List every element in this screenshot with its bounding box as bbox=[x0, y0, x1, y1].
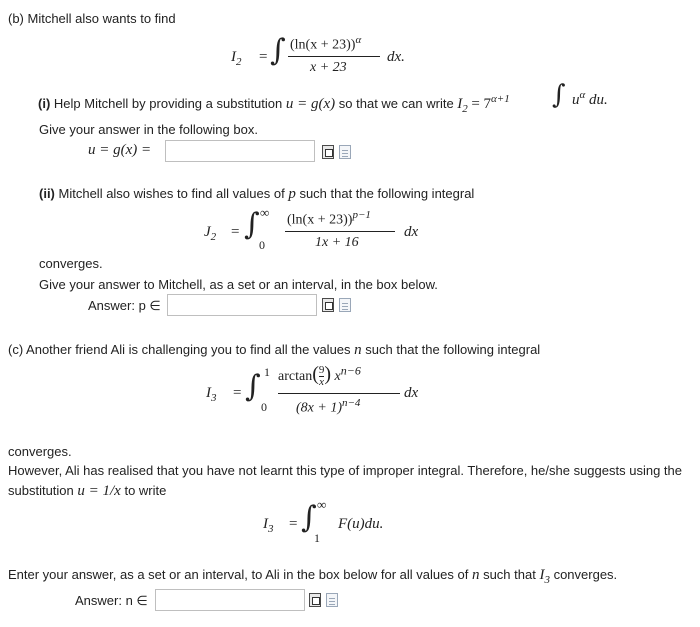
sub-i-box-prompt: Give your answer in the following box. bbox=[39, 122, 258, 137]
sub-ii-answer-label: Answer: p ∈ bbox=[88, 298, 161, 313]
part-c-final-c: converges. bbox=[553, 567, 618, 582]
sub-i-integrand: $u^\alpha$ du. bbox=[572, 89, 608, 108]
sub-ii-label: (ii) bbox=[39, 186, 55, 201]
i3-equals: = bbox=[233, 385, 242, 401]
i3-arctan: arctan bbox=[278, 369, 313, 384]
sub-ii-instruction: Give your answer to Mitchell, as a set or an interval, in the box below. bbox=[39, 277, 438, 292]
preview-answer-icon[interactable] bbox=[339, 145, 351, 159]
i3b-upper-limit: ∞ bbox=[317, 497, 327, 512]
i3b-lower-limit: 1 bbox=[314, 531, 320, 545]
part-c-n: n bbox=[354, 342, 362, 358]
i3-differential: dx bbox=[404, 385, 419, 401]
sub-ii-p: p bbox=[288, 186, 296, 202]
sub-i-seven: $7^{\alpha+1}$ bbox=[483, 93, 510, 112]
i3-lhs: $I_3$ bbox=[206, 385, 217, 404]
part-c-para2-a: substitution bbox=[8, 483, 74, 498]
part-c-final-a: Enter your answer, as a set or an interval, to Ali in the box below for all values of bbox=[8, 567, 469, 582]
i3-x-part: x bbox=[334, 369, 341, 384]
part-b-heading: (b) Mitchell also wants to find bbox=[8, 11, 176, 26]
i2-differential: dx. bbox=[387, 49, 405, 65]
j2-equals: = bbox=[231, 224, 240, 240]
preview-answer-icon[interactable] bbox=[326, 593, 338, 607]
edit-answer-icon[interactable] bbox=[322, 145, 334, 159]
sub-i-i2: $I_2$ bbox=[457, 96, 468, 115]
part-c-heading: (c) Another friend Ali is challenging you to find all the values bbox=[8, 342, 351, 357]
i3-inner-num: 9 bbox=[318, 364, 325, 377]
i3-upper-limit: 1 bbox=[264, 365, 270, 379]
i2-lhs: $I_2$ bbox=[231, 49, 242, 68]
j2-numerator: (ln(x + 23)) bbox=[287, 212, 353, 228]
i3-den-power: n−4 bbox=[342, 397, 361, 409]
part-c-para1: However, Ali has realised that you have not learnt this type of improper integral. Therefore, he/she suggests using the bbox=[8, 463, 682, 478]
i3-integral-sign: ∫ bbox=[245, 369, 261, 404]
j2-integral-sign: ∫ bbox=[244, 207, 260, 242]
preview-answer-icon[interactable] bbox=[339, 298, 351, 312]
n-answer-input[interactable] bbox=[155, 589, 305, 611]
j2-differential: dx bbox=[404, 224, 419, 240]
i3b-body: F(u)du. bbox=[338, 516, 384, 532]
part-b-ii-line bbox=[39, 186, 474, 202]
sub-ii-text2: such that the following integral bbox=[299, 186, 475, 201]
i3b-integral-sign: ∫ bbox=[301, 500, 317, 535]
i2-equals: = bbox=[259, 49, 268, 65]
part-c-para2-b: to write bbox=[124, 483, 167, 498]
part-c-heading-line bbox=[8, 342, 540, 358]
i2-denominator: x + 23 bbox=[310, 60, 347, 75]
n-answer-label: Answer: n ∈ bbox=[75, 593, 148, 608]
i3-x-power: n−6 bbox=[340, 363, 361, 378]
sub-i-text: Help Mitchell by providing a substitution bbox=[53, 96, 283, 111]
part-c-final-b: such that bbox=[483, 567, 536, 582]
p-answer-input[interactable] bbox=[167, 294, 317, 316]
sub-ii-converges: converges. bbox=[39, 256, 103, 271]
i3-lower-limit: 0 bbox=[261, 400, 267, 414]
part-c-final-line bbox=[8, 567, 617, 588]
j2-lhs: $J_2$ bbox=[204, 224, 217, 243]
sub-i-eq: = bbox=[471, 96, 480, 112]
j2-upper-limit: ∞ bbox=[260, 205, 270, 220]
part-c-heading2: such that the following integral bbox=[365, 342, 541, 357]
part-c-final-i3: $I_3$ bbox=[539, 567, 550, 586]
sub-i-integral-sign: ∫ bbox=[552, 80, 566, 110]
part-c-para2-math: u = 1/x bbox=[77, 483, 121, 499]
edit-answer-icon[interactable] bbox=[322, 298, 334, 312]
i2-numerator: (ln(x + 23)) bbox=[290, 37, 356, 53]
sub-ii-text: Mitchell also wishes to find all values of bbox=[58, 186, 285, 201]
part-c-converges: converges. bbox=[8, 444, 72, 459]
u-answer-input[interactable] bbox=[165, 140, 315, 162]
i3-denominator: (8x + 1) bbox=[296, 400, 342, 416]
sub-i-text2: so that we can write bbox=[338, 96, 454, 111]
integral-sign: ∫ bbox=[270, 33, 286, 68]
j2-lower-limit: 0 bbox=[259, 238, 265, 252]
j2-denominator: 1x + 16 bbox=[315, 235, 359, 250]
part-c-para2 bbox=[8, 483, 166, 499]
j2-numerator-power: p−1 bbox=[352, 209, 371, 221]
i2-numerator-power: α bbox=[355, 34, 362, 46]
sub-i-u-expr: u = g(x) bbox=[285, 96, 336, 112]
part-b-i-line bbox=[38, 91, 510, 117]
edit-answer-icon[interactable] bbox=[309, 593, 321, 607]
i3b-lhs: $I_3$ bbox=[263, 516, 274, 535]
sub-i-answer-label: u = g(x) = bbox=[88, 142, 152, 158]
part-c-final-n: n bbox=[471, 567, 480, 583]
i3-numerator: $\arctan(\frac{9}{x}$ ) $x^{n-6}$ bbox=[278, 363, 361, 389]
sub-i-label: (i) bbox=[38, 96, 51, 111]
i3b-equals: = bbox=[289, 516, 298, 532]
i3-inner-den: x bbox=[319, 376, 325, 389]
